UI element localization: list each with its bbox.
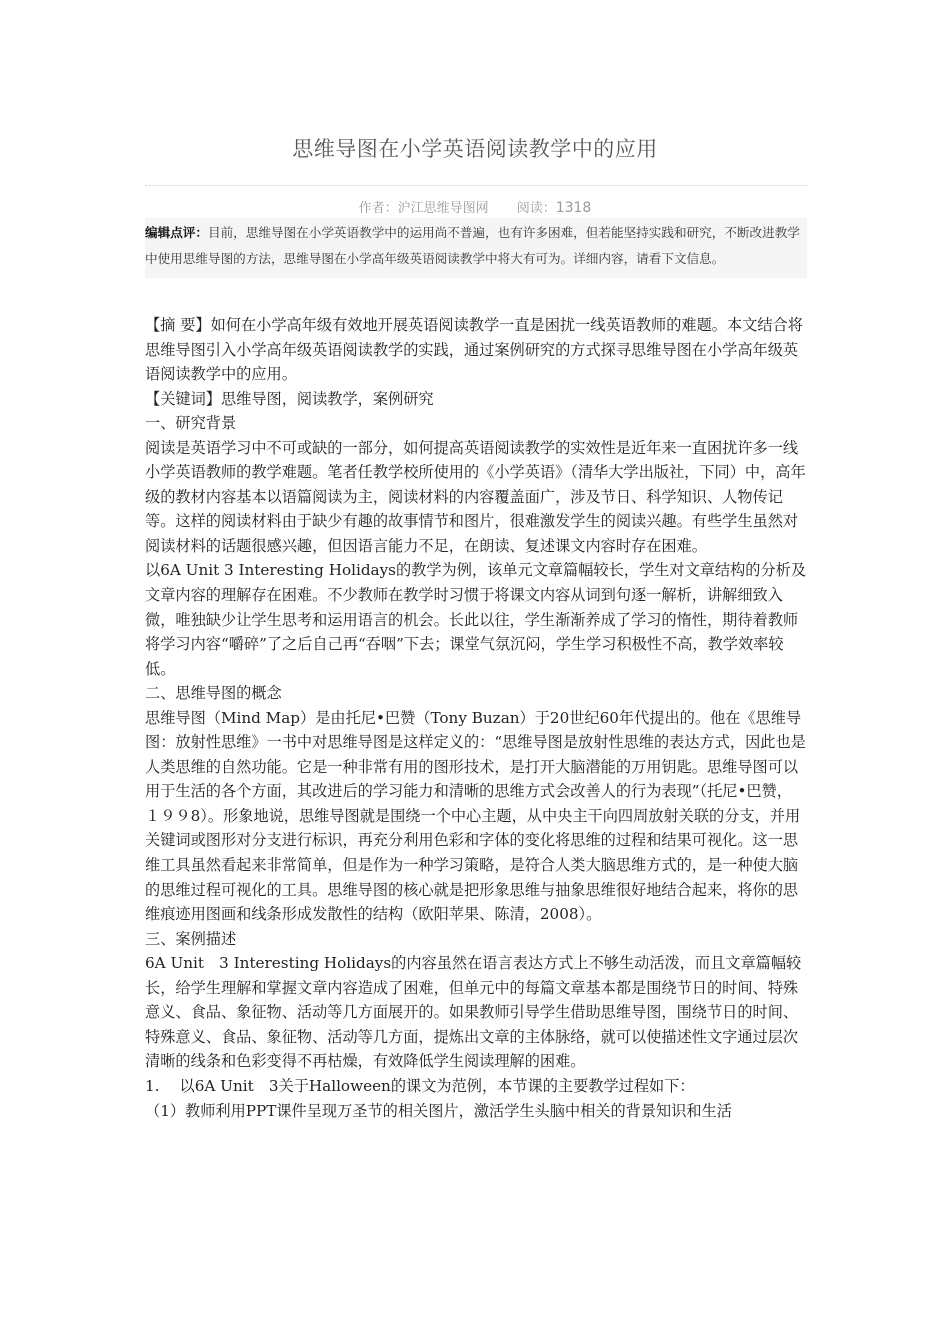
section-heading-concept: 二、思维导图的概念 — [145, 684, 282, 703]
body-paragraph: 以6A Unit 3 Interesting Holidays的教学为例，该单元文章篇幅较长，学生对文章结构的分析及文章内容的理解存在困难。不少教师在教学时习惯于将课文内容从词到句逐一解析，讲解细致入微，唯独缺少让学生思考和运用语言的机会。长此以往，学生渐渐养成了学习的惰性，期待着教师将学习内容“嚼碎”了之后自己再“吞咽”下去；课堂气氛沉闷，学生学习积极性不高，教学效率较低。 — [145, 561, 807, 678]
section-heading-case: 三、案例描述 — [145, 929, 237, 948]
body-paragraph: 阅读是英语学习中不可或缺的一部分，如何提高英语阅读教学的实效性是近年来一直困扰许多一线小学英语教师的教学难题。笔者任教学校所使用的《小学英语》（清华大学出版社，下同）中，高年级的教材内容基本以语篇阅读为主，阅读材料的内容覆盖面广，涉及节日、科学知识、人物传记等。这样的阅读材料由于缺少有趣的故事情节和图片，很难激发学生的阅读兴趣。有些学生虽然对阅读材料的话题很感兴趣，但因语言能力不足，在朗读、复述课文内容时存在困难。 — [145, 438, 806, 555]
body-paragraph: 思维导图（Mind Map）是由托尼•巴赞（Tony Buzan）于20世纪60年代提出的。他在《思维导图：放射性思维》一书中对思维导图是这样定义的：“思维导图是放射性思维的表达方式，因此也是人类思维的自然功能。它是一种非常有用的图形技术，是打开大脑潜能的万用钥匙。思维导图可以用于生活的各个方面，其改进后的学习能力和清晰的思维方式会改善人的行为表现”（托尼•巴赞，１９９8）。形象地说，思维导图就是围绕一个中心主题，从中央主干向四周放射关联的分支，并用关键词或图形对分支进行标识，再充分利用色彩和字体的变化将思维的过程和结果可视化。这一思维工具虽然看起来非常简单，但是作为一种学习策略，是符合人类大脑思维方式的，是一种使大脑的思维过程可视化的工具。思维导图的核心就是把形象思维与抽象思维很好地结合起来，将你的思维痕迹用图画和线条形成发散性的结构（欧阳苹果、陈清，2008）。 — [145, 708, 806, 924]
editor-note — [145, 218, 807, 278]
numbered-subitem: （1）教师利用PPT课件呈现万圣节的相关图片，激活学生头脑中相关的背景知识和生活 — [145, 1101, 732, 1120]
keywords-paragraph: 【关键词】思维导图，阅读教学，案例研究 — [145, 389, 434, 408]
editor-note-label: 编辑点评： — [145, 225, 208, 240]
body-paragraph: 6A Unit 3 Interesting Holidays的内容虽然在语言表达方式上不够生动活泼，而且文章篇幅较长，给学生理解和掌握文章内容造成了困难，但单元中的每篇文章基本都是围绕节日的时间、特殊意义、食品、象征物、活动等几方面展开的。如果教师引导学生借助思维导图，围绕节日的时间、特殊意义、食品、象征物、活动等几方面，提炼出文章的主体脉络，就可以使描述性文字通过层次清晰的线条和色彩变得不再枯燥，有效降低学生阅读理解的困难。 — [145, 954, 802, 1071]
title-divider — [145, 185, 807, 186]
author-name: 沪江思维导图网 — [397, 201, 489, 216]
section-heading-background: 一、研究背景 — [145, 414, 237, 433]
article-body — [145, 313, 807, 1123]
author-label: 作者： — [358, 201, 398, 216]
reads-label: 阅读： — [516, 201, 556, 216]
article-meta — [145, 197, 805, 216]
reads-count: 1318 — [555, 200, 592, 216]
numbered-item: 1. 以6A Unit 3关于Halloween的课文为范例，本节课的主要教学过程如下： — [145, 1076, 695, 1095]
article-title: 思维导图在小学英语阅读教学中的应用 — [292, 137, 658, 161]
editor-note-text: 目前，思维导图在小学英语教学中的运用尚不普遍，也有许多困难，但若能坚持实践和研究，不断改进教学中使用思维导图的方法，思维导图在小学高年级英语阅读教学中将大有可为。详细内容，请看下文信息。 — [145, 225, 800, 266]
abstract-paragraph: 【摘 要】如何在小学高年级有效地开展英语阅读教学一直是困扰一线英语教师的难题。本文结合将思维导图引入小学高年级英语阅读教学的实践，通过案例研究的方式探寻思维导图在小学高年级英语阅读教学中的应用。 — [145, 316, 803, 384]
